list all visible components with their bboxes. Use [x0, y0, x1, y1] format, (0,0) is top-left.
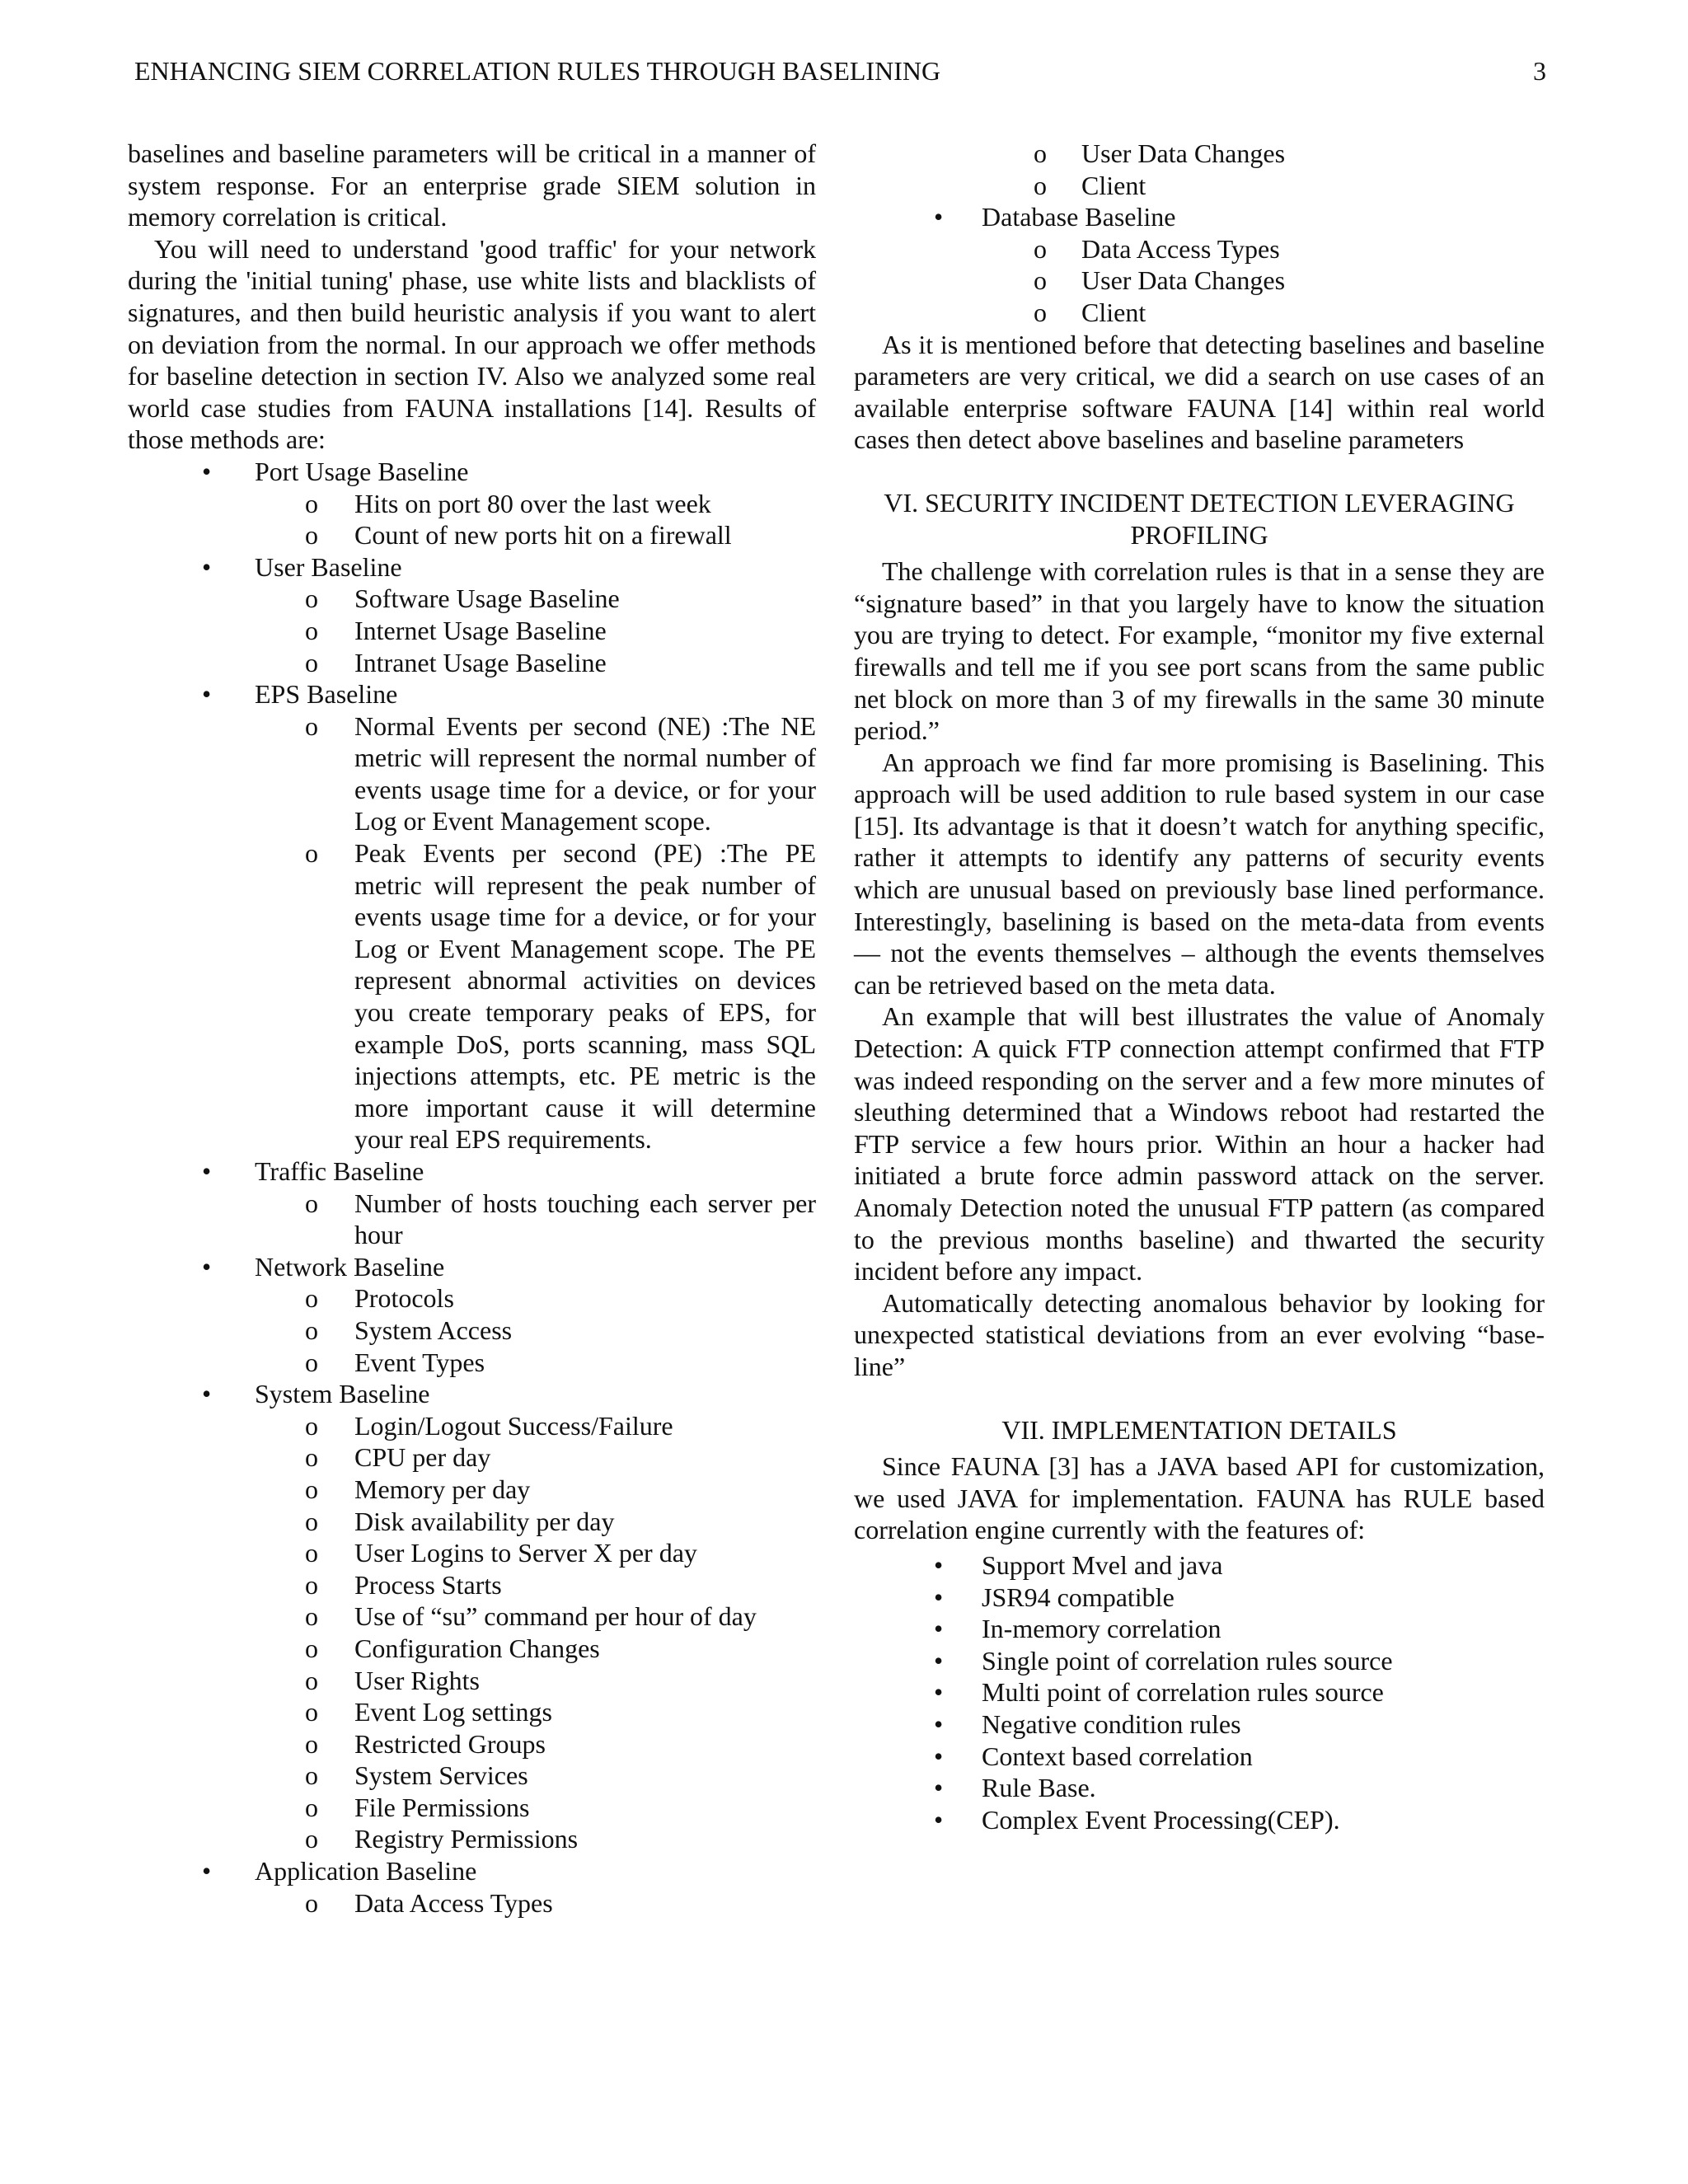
- sublist-item: [128, 1569, 816, 1601]
- sublist-item-text: Normal Events per second (NE) :The NE metric will represent the normal number of events usage time for a device, or for your Log or Event Management scope.: [354, 710, 816, 837]
- sublist-item: [128, 1823, 816, 1855]
- sublist-item: [128, 519, 816, 551]
- list-item: [854, 201, 1545, 328]
- sublist-item: [128, 1474, 816, 1506]
- page-number: 3: [1533, 56, 1546, 86]
- sub-bullet: o: [305, 1410, 318, 1441]
- baseline-list: [128, 456, 816, 1919]
- continued-sublist: [854, 138, 1545, 201]
- sub-bullet: o: [305, 1188, 318, 1218]
- sublist-item-text: Data Access Types: [1081, 233, 1280, 264]
- sublist-item-text: Restricted Groups: [354, 1728, 546, 1759]
- sub-bullet: o: [305, 1697, 318, 1727]
- bullet: •: [934, 1549, 944, 1580]
- sublist: [255, 1188, 816, 1251]
- sub-bullet: o: [305, 1347, 318, 1377]
- sublist-item: [128, 1887, 816, 1919]
- bullet: •: [934, 1773, 944, 1803]
- list-item: [128, 1855, 816, 1919]
- sublist: [255, 488, 816, 551]
- sublist-item: [128, 710, 816, 837]
- sublist-item: [854, 297, 1545, 329]
- sub-bullet: o: [1034, 233, 1047, 264]
- sub-bullet: o: [305, 1887, 318, 1918]
- bullet: •: [934, 1614, 944, 1644]
- list-item-label: System Baseline: [255, 1379, 430, 1409]
- list-item-label: Port Usage Baseline: [255, 456, 469, 486]
- sublist-item-text: Software Usage Baseline: [354, 583, 620, 614]
- sublist-item-text: Event Types: [354, 1347, 485, 1377]
- sublist-item-text: Memory per day: [354, 1474, 531, 1504]
- running-header: [134, 56, 1546, 92]
- feature-item: [854, 1613, 1545, 1645]
- sublist-item-text: Data Access Types: [354, 1887, 553, 1918]
- sub-bullet: o: [305, 1315, 318, 1345]
- list-item: [128, 1378, 816, 1855]
- sublist-item-text: Hits on port 80 over the last week: [354, 488, 711, 518]
- sublist-item: [854, 170, 1545, 202]
- section-heading: VII. IMPLEMENTATION DETAILS: [1001, 1414, 1397, 1445]
- sub-bullet: o: [305, 1569, 318, 1600]
- feature-item: [854, 1708, 1545, 1741]
- database-list: [854, 201, 1545, 328]
- sublist-item: [128, 488, 816, 520]
- feature-item: [854, 1645, 1545, 1677]
- paragraph: As it is mentioned before that detecting baselines and baseline parameters are very critical, we did a search on use cases of an available enterprise software FAUNA [14] within real world cases then detect above baselines and baseline parameters: [854, 329, 1545, 455]
- feature-text: Support Mvel and java: [982, 1549, 1223, 1580]
- sublist-item-text: Disk availability per day: [354, 1506, 615, 1536]
- sublist: [255, 710, 816, 1155]
- bullet: •: [202, 1379, 212, 1409]
- sub-bullet: o: [305, 647, 318, 677]
- feature-text: Single point of correlation rules source: [982, 1645, 1393, 1675]
- right-column: [854, 138, 1545, 1835]
- bullet: •: [934, 1741, 944, 1771]
- sublist: [255, 583, 816, 678]
- sub-bullet: o: [305, 1506, 318, 1536]
- bullet: •: [934, 202, 944, 232]
- feature-text: Rule Base.: [982, 1773, 1096, 1803]
- sublist-item-text: Configuration Changes: [354, 1633, 600, 1663]
- sublist-item-text: Client: [1081, 170, 1146, 200]
- list-item-label: Traffic Baseline: [255, 1156, 424, 1186]
- paragraph: Automatically detecting anomalous behavior by looking for unexpected statistical deviations from an ever evolving “base-line”: [854, 1287, 1545, 1381]
- feature-text: In-memory correlation: [982, 1614, 1221, 1644]
- list-item: [128, 1155, 816, 1251]
- sublist-item-text: User Data Changes: [1081, 138, 1286, 168]
- feature-item: [854, 1741, 1545, 1773]
- sublist-item: [128, 1601, 816, 1633]
- list-item-label: Application Baseline: [255, 1856, 477, 1886]
- list-item-label: Network Baseline: [255, 1251, 445, 1282]
- sub-bullet: o: [305, 710, 318, 741]
- sub-bullet: o: [305, 1601, 318, 1632]
- sub-bullet: o: [305, 520, 318, 551]
- sublist-item: [128, 1441, 816, 1474]
- features-list: [854, 1549, 1545, 1835]
- sub-bullet: o: [1034, 170, 1047, 200]
- feature-item: [854, 1549, 1545, 1582]
- feature-item: [854, 1772, 1545, 1804]
- sublist-item-text: User Data Changes: [1081, 265, 1286, 296]
- sublist-item-text: Login/Logout Success/Failure: [354, 1410, 673, 1441]
- sub-bullet: o: [305, 1728, 318, 1759]
- sublist-item: [128, 1665, 816, 1697]
- sublist-item: [128, 1537, 816, 1569]
- sublist-item: [128, 583, 816, 615]
- sub-bullet: o: [305, 1665, 318, 1695]
- bullet: •: [934, 1677, 944, 1708]
- sublist-item: [128, 1347, 816, 1379]
- sub-bullet: o: [305, 1824, 318, 1854]
- bullet: •: [934, 1582, 944, 1612]
- paragraph: An approach we find far more promising is Baselining. This approach will be used addition to rule based system in our case [15]. Its advantage is that it doesn’t watch for anything specific, rather it attempts to identify any patterns of security events which are unusual based on previously base lined performance. Interestingly, baselining is based on the meta-data from events — not the events themselves – although the events themselves can be retrieved based on the meta data.: [854, 747, 1545, 1000]
- sublist-item: [854, 265, 1545, 297]
- bullet: •: [202, 679, 212, 710]
- sublist-item-text: CPU per day: [354, 1442, 491, 1473]
- sublist-item: [128, 1728, 816, 1760]
- list-item-label: Database Baseline: [982, 202, 1176, 232]
- sublist-item-text: Protocols: [354, 1283, 454, 1314]
- sub-bullet: o: [305, 488, 318, 518]
- sub-bullet: o: [1034, 297, 1047, 327]
- feature-text: Negative condition rules: [982, 1708, 1241, 1739]
- sublist-item-text: Peak Events per second (PE) :The PE metric will represent the peak number of events usage time for a device, or for your Log or Event Management scope. The PE represent abnormal activities on devices you create temporary peaks of EPS, for example DoS, ports scanning, mass SQL injections attempts, etc. PE metric is the more important cause it will determine your real EPS requirements.: [354, 838, 816, 1155]
- sublist-item: [128, 1633, 816, 1665]
- feature-text: Multi point of correlation rules source: [982, 1677, 1384, 1708]
- sublist: [255, 1887, 816, 1919]
- sublist-item: [128, 615, 816, 647]
- sublist-item-text: Registry Permissions: [354, 1824, 579, 1854]
- header-title: ENHANCING SIEM CORRELATION RULES THROUGH BASELINING: [134, 56, 941, 86]
- list-item: [128, 678, 816, 1155]
- feature-text: JSR94 compatible: [982, 1582, 1175, 1612]
- sublist-item-text: Use of “su” command per hour of day: [354, 1601, 757, 1632]
- sublist-item: [854, 233, 1545, 265]
- paragraph: You will need to understand 'good traffic' for your network during the 'initial tuning' phase, use white lists and blacklists of signatures, and then build heuristic analysis if you want to alert on deviation from the normal. In our approach we offer methods for baseline detection in section IV. Also we analyzed some real world case studies from FAUNA installations [14]. Results of those methods are:: [128, 233, 816, 455]
- sub-bullet: o: [305, 583, 318, 614]
- feature-item: [854, 1804, 1545, 1836]
- sublist-item: [128, 1315, 816, 1347]
- bullet: •: [934, 1645, 944, 1675]
- sub-bullet: o: [305, 1538, 318, 1568]
- list-item: [128, 456, 816, 551]
- feature-text: Complex Event Processing(CEP).: [982, 1804, 1340, 1835]
- sublist-item-text: Intranet Usage Baseline: [354, 647, 607, 677]
- sublist-item-text: System Access: [354, 1315, 513, 1345]
- sub-bullet: o: [305, 1633, 318, 1663]
- bullet: •: [934, 1804, 944, 1835]
- sublist-item: [128, 837, 816, 1155]
- sublist-item-text: Event Log settings: [354, 1697, 552, 1727]
- feature-item: [854, 1582, 1545, 1614]
- sublist-item-text: File Permissions: [354, 1792, 530, 1822]
- sub-bullet: o: [1034, 138, 1047, 168]
- sub-bullet: o: [305, 1792, 318, 1822]
- sublist-item-text: User Rights: [354, 1665, 480, 1695]
- list-item-label: EPS Baseline: [255, 679, 398, 710]
- sublist-item: [128, 1792, 816, 1824]
- sublist: [982, 233, 1545, 329]
- paragraph: Since FAUNA [3] has a JAVA based API for customization, we used JAVA for implementation. FAUNA has RULE based correlation engine currently with the features of:: [854, 1451, 1545, 1545]
- list-item: [128, 551, 816, 678]
- list-item-label: User Baseline: [255, 551, 402, 582]
- feature-item: [854, 1676, 1545, 1708]
- list-item: [128, 1251, 816, 1378]
- bullet: •: [934, 1708, 944, 1739]
- sublist-item: [854, 138, 1545, 170]
- sublist-item: [128, 1760, 816, 1792]
- sub-bullet: o: [305, 1474, 318, 1504]
- sublist: [255, 1410, 816, 1855]
- sublist-item: [128, 1410, 816, 1442]
- section-heading: VI. SECURITY INCIDENT DETECTION LEVERAGING PROFILING: [884, 487, 1515, 550]
- sublist-item: [128, 1282, 816, 1315]
- sublist-item-text: Count of new ports hit on a firewall: [354, 520, 732, 551]
- sublist-item: [128, 1188, 816, 1251]
- sub-bullet: o: [305, 1760, 318, 1791]
- sublist-item-text: Process Starts: [354, 1569, 502, 1600]
- bullet: •: [202, 1251, 212, 1282]
- bullet: •: [202, 1156, 212, 1186]
- sub-bullet: o: [305, 1442, 318, 1473]
- paragraph: baselines and baseline parameters will be critical in a manner of system response. For an enterprise grade SIEM solution in memory correlation is critical.: [128, 138, 816, 232]
- sublist-item: [128, 1506, 816, 1538]
- bullet: •: [202, 551, 212, 582]
- sub-bullet: o: [305, 838, 318, 869]
- sublist-item-text: User Logins to Server X per day: [354, 1538, 697, 1568]
- feature-text: Context based correlation: [982, 1741, 1253, 1771]
- paragraph: The challenge with correlation rules is that in a sense they are “signature based” in that you largely have to know the situation you are trying to detect. For example, “monitor my five external firewalls and tell me if you see port scans from the same public net block on more than 3 of my firewalls in the same 30 minute period.”: [854, 556, 1545, 746]
- left-column: [128, 138, 816, 1919]
- sublist-item-text: Internet Usage Baseline: [354, 615, 607, 645]
- paragraph: An example that will best illustrates the value of Anomaly Detection: A quick FTP connection attempt confirmed that FTP was indeed responding on the server and a few more minutes of sleuthing determined that a Windows reboot had restarted the FTP service a few hours prior. Within an hour a hacker had initiated a brute force admin password attack on the server. Anomaly Detection noted the unusual FTP pattern (as compared to the previous months baseline) and thwarted the security incident before any impact.: [854, 1001, 1545, 1286]
- sub-bullet: o: [305, 615, 318, 645]
- sub-bullet: o: [305, 1283, 318, 1314]
- sub-bullet: o: [1034, 265, 1047, 296]
- sublist-item-text: Client: [1081, 297, 1146, 327]
- sublist-item: [128, 647, 816, 679]
- bullet: •: [202, 1856, 212, 1886]
- bullet: •: [202, 456, 212, 486]
- sublist: [255, 1282, 816, 1378]
- sublist-item-text: System Services: [354, 1760, 528, 1791]
- sublist-item: [128, 1696, 816, 1728]
- sublist-item-text: Number of hosts touching each server per hour: [354, 1188, 816, 1250]
